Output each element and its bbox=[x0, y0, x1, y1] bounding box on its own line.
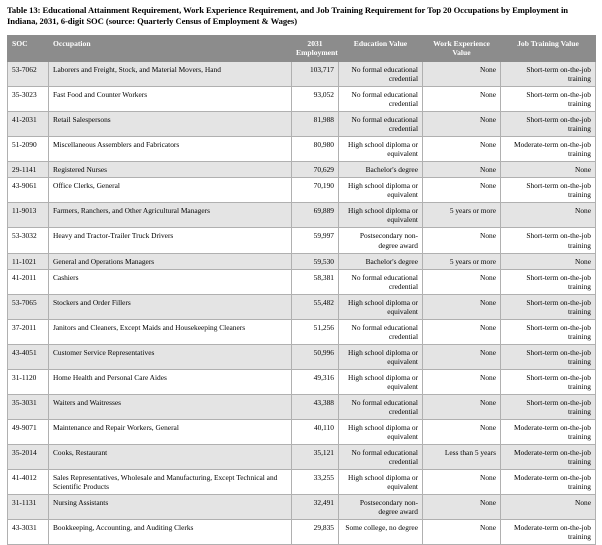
table-row bbox=[8, 394, 596, 419]
cell-education-value: No formal educational credential bbox=[339, 319, 423, 344]
occupations-table bbox=[7, 35, 596, 545]
cell-job-training-value: Moderate-term on-the-job training bbox=[501, 520, 596, 545]
cell-occupation: Stockers and Order Fillers bbox=[49, 294, 292, 319]
cell-occupation: Retail Salespersons bbox=[49, 112, 292, 137]
cell-work-experience-value: None bbox=[423, 87, 501, 112]
cell-work-experience-value: None bbox=[423, 137, 501, 162]
cell-occupation: Nursing Assistants bbox=[49, 495, 292, 520]
table-row bbox=[8, 228, 596, 253]
cell-soc: 31-1131 bbox=[8, 495, 49, 520]
cell-employment: 103,717 bbox=[292, 62, 339, 87]
cell-soc: 43-4051 bbox=[8, 344, 49, 369]
cell-education-value: High school diploma or equivalent bbox=[339, 419, 423, 444]
table-row bbox=[8, 294, 596, 319]
cell-soc: 53-3032 bbox=[8, 228, 49, 253]
cell-soc: 35-3031 bbox=[8, 394, 49, 419]
table-row bbox=[8, 62, 596, 87]
cell-occupation: Bookkeeping, Accounting, and Auditing Clerks bbox=[49, 520, 292, 545]
cell-occupation: Sales Representatives, Wholesale and Manufacturing, Except Technical and Scientific Products bbox=[49, 470, 292, 495]
cell-work-experience-value: None bbox=[423, 112, 501, 137]
table-row bbox=[8, 203, 596, 228]
cell-employment: 40,110 bbox=[292, 419, 339, 444]
cell-job-training-value: Short-term on-the-job training bbox=[501, 369, 596, 394]
cell-occupation: Heavy and Tractor-Trailer Truck Drivers bbox=[49, 228, 292, 253]
table-row bbox=[8, 162, 596, 178]
cell-work-experience-value: Less than 5 years bbox=[423, 445, 501, 470]
cell-education-value: High school diploma or equivalent bbox=[339, 294, 423, 319]
cell-soc: 41-2031 bbox=[8, 112, 49, 137]
cell-soc: 29-1141 bbox=[8, 162, 49, 178]
cell-employment: 50,996 bbox=[292, 344, 339, 369]
cell-occupation: Cashiers bbox=[49, 269, 292, 294]
column-header-work-experience: Work Experience Value bbox=[423, 35, 501, 61]
table-caption: Table 13: Educational Attainment Requirement, Work Experience Requirement, and Job Training Requirement for Top 20 Occupations by Employment in Indiana, 2031, 6-digit SOC (source: Quarterly Census of Employment & Wages) bbox=[7, 5, 569, 27]
table-row bbox=[8, 419, 596, 444]
cell-education-value: No formal educational credential bbox=[339, 394, 423, 419]
cell-soc: 11-1021 bbox=[8, 253, 49, 269]
cell-employment: 59,530 bbox=[292, 253, 339, 269]
column-header-soc: SOC bbox=[8, 35, 49, 61]
cell-occupation: Waiters and Waitresses bbox=[49, 394, 292, 419]
cell-occupation: Home Health and Personal Care Aides bbox=[49, 369, 292, 394]
table-row bbox=[8, 137, 596, 162]
cell-job-training-value: None bbox=[501, 162, 596, 178]
cell-soc: 53-7062 bbox=[8, 62, 49, 87]
cell-education-value: Bachelor's degree bbox=[339, 162, 423, 178]
cell-employment: 55,482 bbox=[292, 294, 339, 319]
table-row bbox=[8, 369, 596, 394]
cell-job-training-value: Short-term on-the-job training bbox=[501, 228, 596, 253]
cell-occupation: Office Clerks, General bbox=[49, 178, 292, 203]
cell-employment: 35,121 bbox=[292, 445, 339, 470]
table-row bbox=[8, 87, 596, 112]
cell-employment: 70,190 bbox=[292, 178, 339, 203]
column-header-education: Education Value bbox=[339, 35, 423, 61]
cell-work-experience-value: None bbox=[423, 269, 501, 294]
cell-employment: 80,980 bbox=[292, 137, 339, 162]
cell-work-experience-value: None bbox=[423, 162, 501, 178]
table-row bbox=[8, 253, 596, 269]
table-row bbox=[8, 344, 596, 369]
cell-education-value: High school diploma or equivalent bbox=[339, 137, 423, 162]
cell-education-value: No formal educational credential bbox=[339, 269, 423, 294]
cell-job-training-value: Short-term on-the-job training bbox=[501, 112, 596, 137]
cell-soc: 51-2090 bbox=[8, 137, 49, 162]
cell-job-training-value: Short-term on-the-job training bbox=[501, 319, 596, 344]
cell-soc: 35-2014 bbox=[8, 445, 49, 470]
table-row bbox=[8, 178, 596, 203]
cell-education-value: Some college, no degree bbox=[339, 520, 423, 545]
cell-soc: 53-7065 bbox=[8, 294, 49, 319]
cell-employment: 51,256 bbox=[292, 319, 339, 344]
cell-employment: 33,255 bbox=[292, 470, 339, 495]
cell-job-training-value: Short-term on-the-job training bbox=[501, 62, 596, 87]
cell-job-training-value: Short-term on-the-job training bbox=[501, 394, 596, 419]
cell-work-experience-value: None bbox=[423, 470, 501, 495]
cell-employment: 93,052 bbox=[292, 87, 339, 112]
table-row bbox=[8, 470, 596, 495]
cell-soc: 31-1120 bbox=[8, 369, 49, 394]
cell-work-experience-value: None bbox=[423, 228, 501, 253]
cell-occupation: Registered Nurses bbox=[49, 162, 292, 178]
cell-work-experience-value: 5 years or more bbox=[423, 203, 501, 228]
cell-job-training-value: None bbox=[501, 495, 596, 520]
cell-work-experience-value: None bbox=[423, 394, 501, 419]
cell-job-training-value: Moderate-term on-the-job training bbox=[501, 137, 596, 162]
cell-occupation: Miscellaneous Assemblers and Fabricators bbox=[49, 137, 292, 162]
cell-work-experience-value: None bbox=[423, 520, 501, 545]
cell-employment: 43,388 bbox=[292, 394, 339, 419]
cell-soc: 43-3031 bbox=[8, 520, 49, 545]
cell-employment: 69,889 bbox=[292, 203, 339, 228]
cell-job-training-value: Moderate-term on-the-job training bbox=[501, 445, 596, 470]
cell-education-value: Postsecondary non-degree award bbox=[339, 495, 423, 520]
cell-job-training-value: None bbox=[501, 203, 596, 228]
table-row bbox=[8, 112, 596, 137]
cell-education-value: No formal educational credential bbox=[339, 445, 423, 470]
cell-job-training-value: Short-term on-the-job training bbox=[501, 87, 596, 112]
cell-employment: 29,835 bbox=[292, 520, 339, 545]
cell-education-value: High school diploma or equivalent bbox=[339, 344, 423, 369]
cell-education-value: No formal educational credential bbox=[339, 87, 423, 112]
cell-work-experience-value: None bbox=[423, 369, 501, 394]
cell-employment: 59,997 bbox=[292, 228, 339, 253]
cell-job-training-value: Short-term on-the-job training bbox=[501, 178, 596, 203]
cell-employment: 32,491 bbox=[292, 495, 339, 520]
cell-occupation: Laborers and Freight, Stock, and Material Movers, Hand bbox=[49, 62, 292, 87]
cell-soc: 41-2011 bbox=[8, 269, 49, 294]
cell-education-value: No formal educational credential bbox=[339, 62, 423, 87]
cell-soc: 43-9061 bbox=[8, 178, 49, 203]
table-row bbox=[8, 269, 596, 294]
cell-education-value: High school diploma or equivalent bbox=[339, 369, 423, 394]
cell-work-experience-value: None bbox=[423, 419, 501, 444]
cell-work-experience-value: None bbox=[423, 344, 501, 369]
table-header-row bbox=[8, 35, 596, 61]
table-row bbox=[8, 445, 596, 470]
cell-soc: 11-9013 bbox=[8, 203, 49, 228]
cell-job-training-value: Short-term on-the-job training bbox=[501, 269, 596, 294]
cell-education-value: Postsecondary non-degree award bbox=[339, 228, 423, 253]
cell-occupation: General and Operations Managers bbox=[49, 253, 292, 269]
cell-employment: 81,988 bbox=[292, 112, 339, 137]
table-row bbox=[8, 495, 596, 520]
cell-work-experience-value: None bbox=[423, 319, 501, 344]
cell-education-value: High school diploma or equivalent bbox=[339, 470, 423, 495]
cell-education-value: No formal educational credential bbox=[339, 112, 423, 137]
cell-education-value: High school diploma or equivalent bbox=[339, 178, 423, 203]
table-body bbox=[8, 62, 596, 545]
cell-work-experience-value: 5 years or more bbox=[423, 253, 501, 269]
cell-job-training-value: Short-term on-the-job training bbox=[501, 294, 596, 319]
cell-job-training-value: Short-term on-the-job training bbox=[501, 344, 596, 369]
column-header-occupation: Occupation bbox=[49, 35, 292, 61]
cell-soc: 49-9071 bbox=[8, 419, 49, 444]
cell-work-experience-value: None bbox=[423, 178, 501, 203]
cell-employment: 49,316 bbox=[292, 369, 339, 394]
cell-employment: 70,629 bbox=[292, 162, 339, 178]
cell-soc: 37-2011 bbox=[8, 319, 49, 344]
column-header-job-training: Job Training Value bbox=[501, 35, 596, 61]
cell-employment: 58,381 bbox=[292, 269, 339, 294]
cell-job-training-value: Moderate-term on-the-job training bbox=[501, 419, 596, 444]
table-row bbox=[8, 520, 596, 545]
cell-soc: 41-4012 bbox=[8, 470, 49, 495]
table-row bbox=[8, 319, 596, 344]
cell-occupation: Maintenance and Repair Workers, General bbox=[49, 419, 292, 444]
cell-work-experience-value: None bbox=[423, 294, 501, 319]
cell-work-experience-value: None bbox=[423, 62, 501, 87]
table-header bbox=[8, 35, 596, 61]
cell-education-value: High school diploma or equivalent bbox=[339, 203, 423, 228]
cell-soc: 35-3023 bbox=[8, 87, 49, 112]
cell-work-experience-value: None bbox=[423, 495, 501, 520]
cell-job-training-value: None bbox=[501, 253, 596, 269]
cell-occupation: Farmers, Ranchers, and Other Agricultural Managers bbox=[49, 203, 292, 228]
cell-occupation: Fast Food and Counter Workers bbox=[49, 87, 292, 112]
column-header-employment: 2031 Employment bbox=[292, 35, 339, 61]
cell-job-training-value: Moderate-term on-the-job training bbox=[501, 470, 596, 495]
cell-education-value: Bachelor's degree bbox=[339, 253, 423, 269]
cell-occupation: Janitors and Cleaners, Except Maids and Housekeeping Cleaners bbox=[49, 319, 292, 344]
cell-occupation: Customer Service Representatives bbox=[49, 344, 292, 369]
cell-occupation: Cooks, Restaurant bbox=[49, 445, 292, 470]
